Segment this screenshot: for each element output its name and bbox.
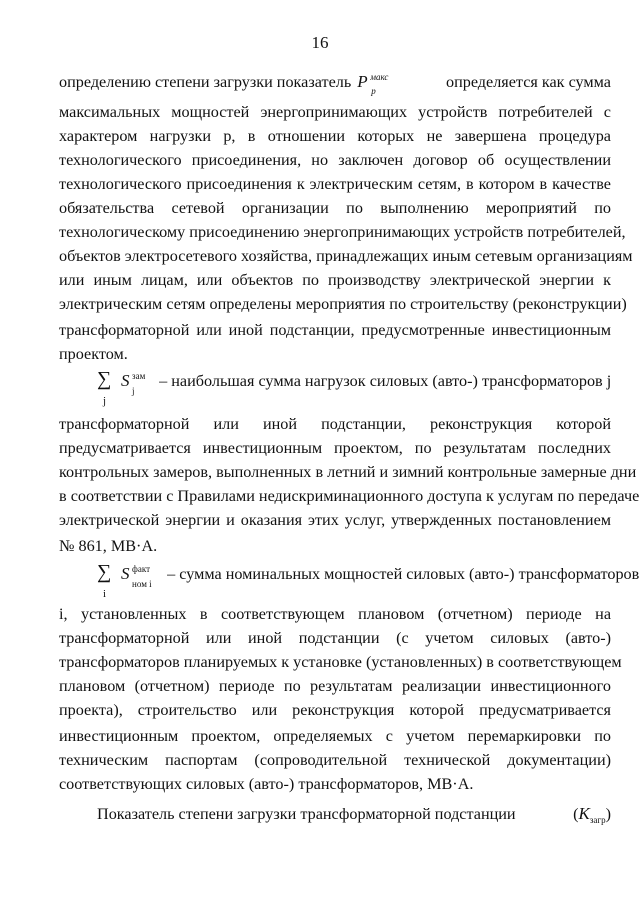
paragraph-1-line-1 xyxy=(59,71,611,96)
paragraph-1-line: электрическим сетям определены мероприятия по строительству (реконструкции) xyxy=(59,295,627,313)
term-2-definition xyxy=(95,561,640,600)
formula-subscript: p xyxy=(371,86,376,96)
paragraph-1-line: технологического присоединения, но заключен договор об осуществлении xyxy=(59,151,611,169)
term-2-line: проекта), строительство или реконструкция которой предусматривается xyxy=(59,701,611,719)
paragraph-1-line: или иным лицам, или объектов по производству электрической энергии к xyxy=(59,271,611,289)
paragraph-1-line: технологического присоединения к электрическим сетям, в котором в качестве xyxy=(59,175,611,193)
paragraph-1-line: обязательства сетевой организации по выполнению мероприятий по xyxy=(59,199,611,217)
s-fact-symbol: S факт ном i xyxy=(121,564,152,589)
sum-sign-i: ∑ i xyxy=(97,561,112,600)
term-1-line: электрической энергии и оказания этих услуг, утвержденных постановлением xyxy=(59,511,611,529)
paragraph-1-line-1-before: определению степени загрузки показатель xyxy=(59,73,352,91)
term-2-line: плановом (отчетном) периоде по результатам реализации инвестиционного xyxy=(59,677,611,695)
term-2-line: трансформаторов планируемых к установке (установленных) в соответствующем xyxy=(59,653,622,671)
paragraph-1-line: проектом. xyxy=(59,345,128,363)
term-1-line: № 861, МВ·А. xyxy=(59,537,158,555)
paragraph-1-line-1-after: определяется как сумма xyxy=(445,73,611,91)
k-load-formula: $(K_{загр})$ xyxy=(573,804,611,825)
paragraph-1-line: максимальных мощностей энергопринимающих устройств потребителей с xyxy=(59,103,611,121)
formula-superscript: макс xyxy=(370,72,389,82)
paragraph-2-line-1 xyxy=(97,803,611,825)
term-2-line: инвестиционным проектом, определяемых с учетом перемаркировки по xyxy=(59,727,611,745)
page-number: 16 xyxy=(311,33,329,52)
term-1-line: контрольных замеров, выполненных в летний и зимний контрольные замерные дни xyxy=(59,463,637,481)
term-2-line: трансформаторной или иной подстанции (с учетом силовых (авто-) xyxy=(59,629,611,647)
term-1-line: предусматривается инвестиционным проектом, по результатам последних xyxy=(59,439,611,457)
s-zam-symbol: S зам j xyxy=(121,371,146,396)
term-1-line: трансформаторной или иной подстанции, реконструкция которой xyxy=(59,415,611,433)
paragraph-1-line: технологическому присоединению энергопринимающих устройств потребителей, xyxy=(59,223,626,241)
sum-sign-j: ∑ j xyxy=(97,368,112,407)
term-1-definition xyxy=(95,368,612,407)
term-2-text: – сумма номинальных мощностей силовых (авто-) трансформаторов xyxy=(167,565,640,583)
paragraph-2-text: Показатель степени загрузки трансформаторной подстанции xyxy=(97,805,516,823)
term-1-text: – наибольшая сумма нагрузок силовых (авто-) трансформаторов j xyxy=(159,372,612,390)
term-2-line: i, установленных в соответствующем плановом (отчетном) периоде на xyxy=(59,605,611,623)
p-max-formula xyxy=(355,71,393,96)
formula-base: P xyxy=(357,72,368,91)
term-2-line: техническим паспортам (сопроводительной технической документации) xyxy=(59,751,611,769)
paragraph-1-line: объектов электросетевого хозяйства, принадлежащих иным сетевым организациям xyxy=(59,247,633,265)
term-1-line: в соответствии с Правилами недискриминационного доступа к услугам по передаче xyxy=(59,487,640,505)
paragraph-1-line: трансформаторной или иной подстанции, предусмотренные инвестиционным xyxy=(59,321,611,339)
term-2-line: соответствующих силовых (авто-) трансформаторов, МВ·А. xyxy=(59,775,474,793)
paragraph-1-line: характером нагрузки р, в отношении которых не завершена процедура xyxy=(59,127,611,145)
